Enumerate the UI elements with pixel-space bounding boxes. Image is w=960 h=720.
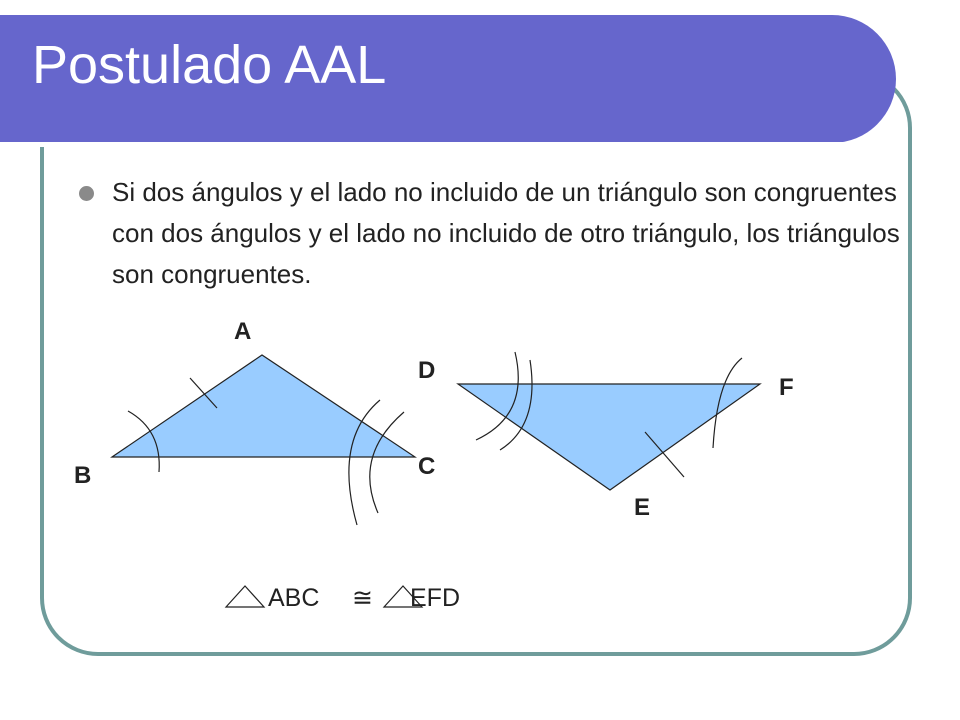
vertex-label-f: F (779, 374, 794, 401)
slide-title: Postulado AAL (32, 35, 387, 95)
vertex-label-c: C (418, 453, 436, 480)
triangle-symbol-icon (226, 586, 264, 607)
vertex-label-a: A (234, 318, 252, 345)
triangle-abc (112, 355, 415, 457)
congruence-right: EFD (410, 584, 460, 612)
vertex-label-b: B (74, 462, 92, 489)
triangle-dfe (458, 384, 760, 490)
congruence-symbol: ≅ (352, 584, 373, 612)
congruence-left: ABC (268, 584, 320, 612)
vertex-label-d: D (418, 357, 436, 384)
bullet-text: Si dos ángulos y el lado no incluido de un triángulo son congruentes con dos ángulos y el lado no incluido de otro triángulo, los triángulos son congruentes. (112, 177, 900, 289)
angle-arc-c-inner (370, 412, 404, 513)
vertex-label-e: E (634, 494, 651, 521)
